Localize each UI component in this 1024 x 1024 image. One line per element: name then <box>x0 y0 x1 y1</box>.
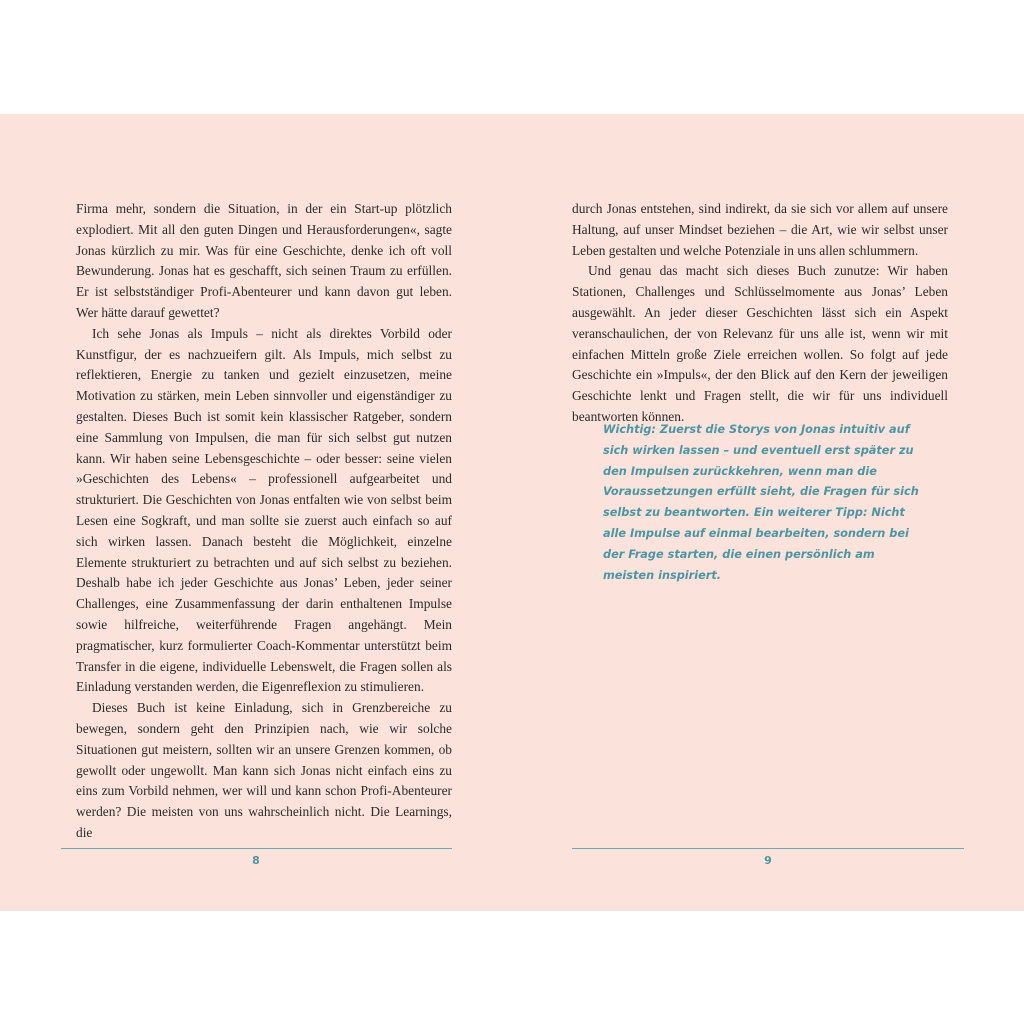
left-page-number: 8 <box>252 854 260 867</box>
right-page-number: 9 <box>764 854 772 867</box>
highlight-note: Wichtig: Zuerst die Storys von Jonas intuitiv auf sich wirken lassen – und eventuell erst später zu den Impulsen zurückkehren, wenn man die Voraussetzungen erfüllt sieht, die Fragen für sich selbst zu beantworten. Ein weiterer Tipp: Nicht alle Impulse auf einmal bearbeiten, sondern bei der Frage starten, die einen persönlich am meisten inspiriert. <box>603 423 919 582</box>
book-spread <box>0 114 1024 911</box>
right-footer-rule <box>572 848 964 849</box>
left-paragraph-1: Firma mehr, sondern die Situation, in der ein Start-up plötzlich explodiert. Mit all den guten Dingen und Herausforderungen«, sagte Jonas kürzlich zu mir. Was für eine Geschichte, denke ich oft voll Bewunderung. Jonas hat es geschafft, sich seinen Traum zu erfüllen. Er ist selbstständiger Profi-Abenteurer und kann davon gut leben. Wer hätte darauf gewettet? <box>76 201 452 320</box>
left-footer-rule <box>61 848 452 849</box>
left-paragraph-2: Ich sehe Jonas als Impuls – nicht als direktes Vorbild oder Kunstfigur, der es nachzueifern gilt. Als Impuls, mich selbst zu reflektieren, Energie zu tanken und gezielt einzusetzen, meine Motivation zu stärken, mein Leben sinnvoller und eigenständiger zu gestalten. Dieses Buch ist somit kein klassischer Ratgeber, sondern eine Sammlung von Impulsen, die man für sich selbst gut nutzen kann. Wir haben seine Lebensgeschichte – oder besser: seine vielen »Geschichten des Lebens« – professionell aufgearbeitet und strukturiert. Die Geschichten von Jonas entfalten wie von selbst beim Lesen eine Sogkraft, und man sollte sie zuerst auch einfach so auf sich wirken lassen. Danach besteht die Möglichkeit, einzelne Elemente strukturiert zu betrachten und auf sich selbst zu beziehen. Deshalb habe ich jeder Geschichte aus Jonas’ Leben, jeder seiner Challenges, eine Zusammenfassung der darin enthaltenen Impulse sowie hilfreiche, weiterführende Fragen angehängt. Mein pragmatischer, kurz formulierter Coach-Kommentar unterstützt beim Transfer in die eigene, individuelle Lebenswelt, die Fragen sollen als Einladung verstanden werden, die Eigenreflexion zu stimulieren. <box>76 325 452 695</box>
left-page-body <box>76 199 452 844</box>
right-paragraph-1: durch Jonas entstehen, sind indirekt, da sie sich vor allem auf unsere Haltung, auf unser Mindset beziehen – die Art, wie wir selbst unser Leben gestalten und welche Potenziale in uns allen schlummern. <box>572 201 948 258</box>
left-paragraph-3: Dieses Buch ist keine Einladung, sich in Grenzbereiche zu bewegen, sondern geht den Prinzipien nach, wie wir solche Situationen gut meistern, sollten wir an unsere Grenzen kommen, ob gewollt oder ungewollt. Man kann sich Jonas nicht einfach eins zu eins zum Vorbild nehmen, wer will und kann schon Profi-Abenteurer werden? Die meisten von uns wahrscheinlich nicht. Die Learnings, die <box>76 700 452 840</box>
right-paragraph-2: Und genau das macht sich dieses Buch zunutze: Wir haben Stationen, Challenges und Schlüsselmomente aus Jonas’ Leben ausgewählt. An jeder dieser Geschichten lässt sich ein Aspekt veranschaulichen, der von Relevanz für uns alle ist, wenn wir mit einfachen Mitteln große Ziele erreichen wollen. So folgt auf jede Geschichte ein »Impuls«, der den Blick auf den Kern der jeweiligen Geschichte lenkt und Fragen stellt, die wir für uns individuell beantworten können. <box>572 263 948 424</box>
right-page-body <box>572 199 948 428</box>
